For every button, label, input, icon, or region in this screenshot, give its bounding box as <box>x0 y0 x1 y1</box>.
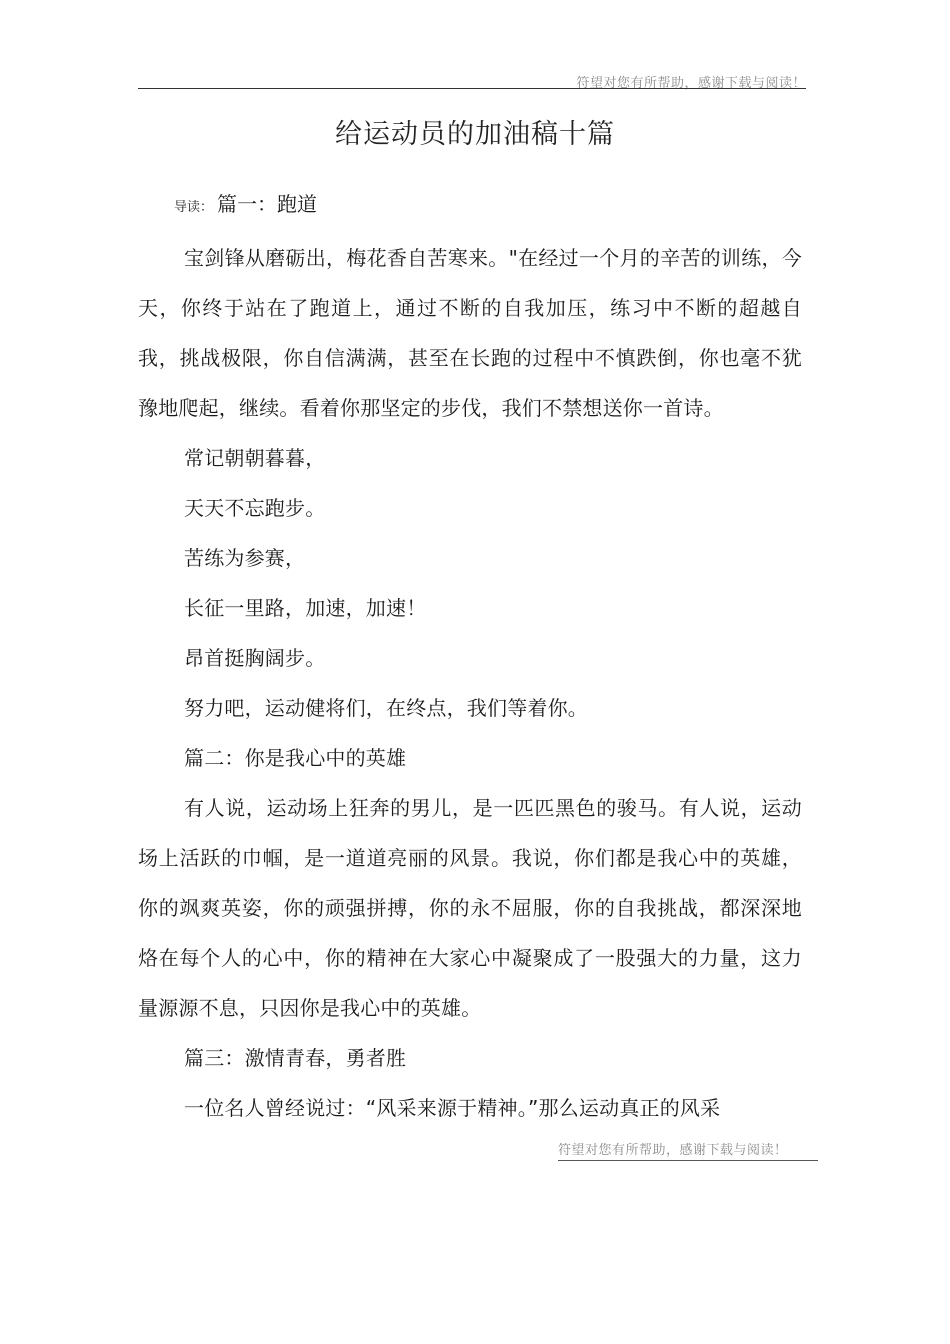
paragraph: 有人说，运动场上狂奔的男儿，是一匹匹黑色的骏马。有人说，运动场上活跃的巾帼，是一道道亮丽的风景。我说，你们都是我心中的英雄，你的飒爽英姿，你的顽强拼搏，你的永不屈服，你的自我挑战，都深深地烙在每个人的心中，你的精神在大家心中凝聚成了一股强大的力量，这力量源源不息，只因你是我心中的英雄。 <box>138 796 802 1020</box>
header-divider <box>138 88 806 89</box>
paragraph: 努力吧，运动健将们，在终点，我们等着你。 <box>184 696 588 720</box>
document-title: 给运动员的加油稿十篇 <box>335 119 615 150</box>
poem-line: 常记朝朝暮暮， <box>184 446 326 470</box>
section-heading: 篇三：激情青春，勇者胜 <box>184 1046 407 1070</box>
section-heading: 篇二：你是我心中的英雄 <box>184 746 407 770</box>
poem-line: 长征一里路，加速，加速！ <box>184 596 427 620</box>
poem-line: 昂首挺胸阔步。 <box>184 646 326 670</box>
document-body <box>138 233 802 1133</box>
lead-label: 导读： <box>174 200 214 215</box>
paragraph: 宝剑锋从磨砺出，梅花香自苦寒来。"在经过一个月的辛苦的训练，今天，你终于站在了跑道上，通过不断的自我加压，练习中不断的超越自我，挑战极限，你自信满满，甚至在长跑的过程中不慎跌倒，你也毫不犹豫地爬起，继续。看着你那坚定的步伐，我们不禁想送你一首诗。 <box>138 246 802 420</box>
header-note: 符望对您有所帮助，感谢下载与阅读！ <box>576 76 806 91</box>
poem-line: 天天不忘跑步。 <box>184 496 326 520</box>
lead-line <box>174 188 317 217</box>
lead-text: 篇一：跑道 <box>217 192 318 216</box>
footer-note: 符望对您有所帮助，感谢下载与阅读！ <box>558 1139 818 1161</box>
paragraph: 一位名人曾经说过：“风采来源于精神。”那么运动真正的风采 <box>184 1096 721 1120</box>
poem-line: 苦练为参赛， <box>184 546 306 570</box>
